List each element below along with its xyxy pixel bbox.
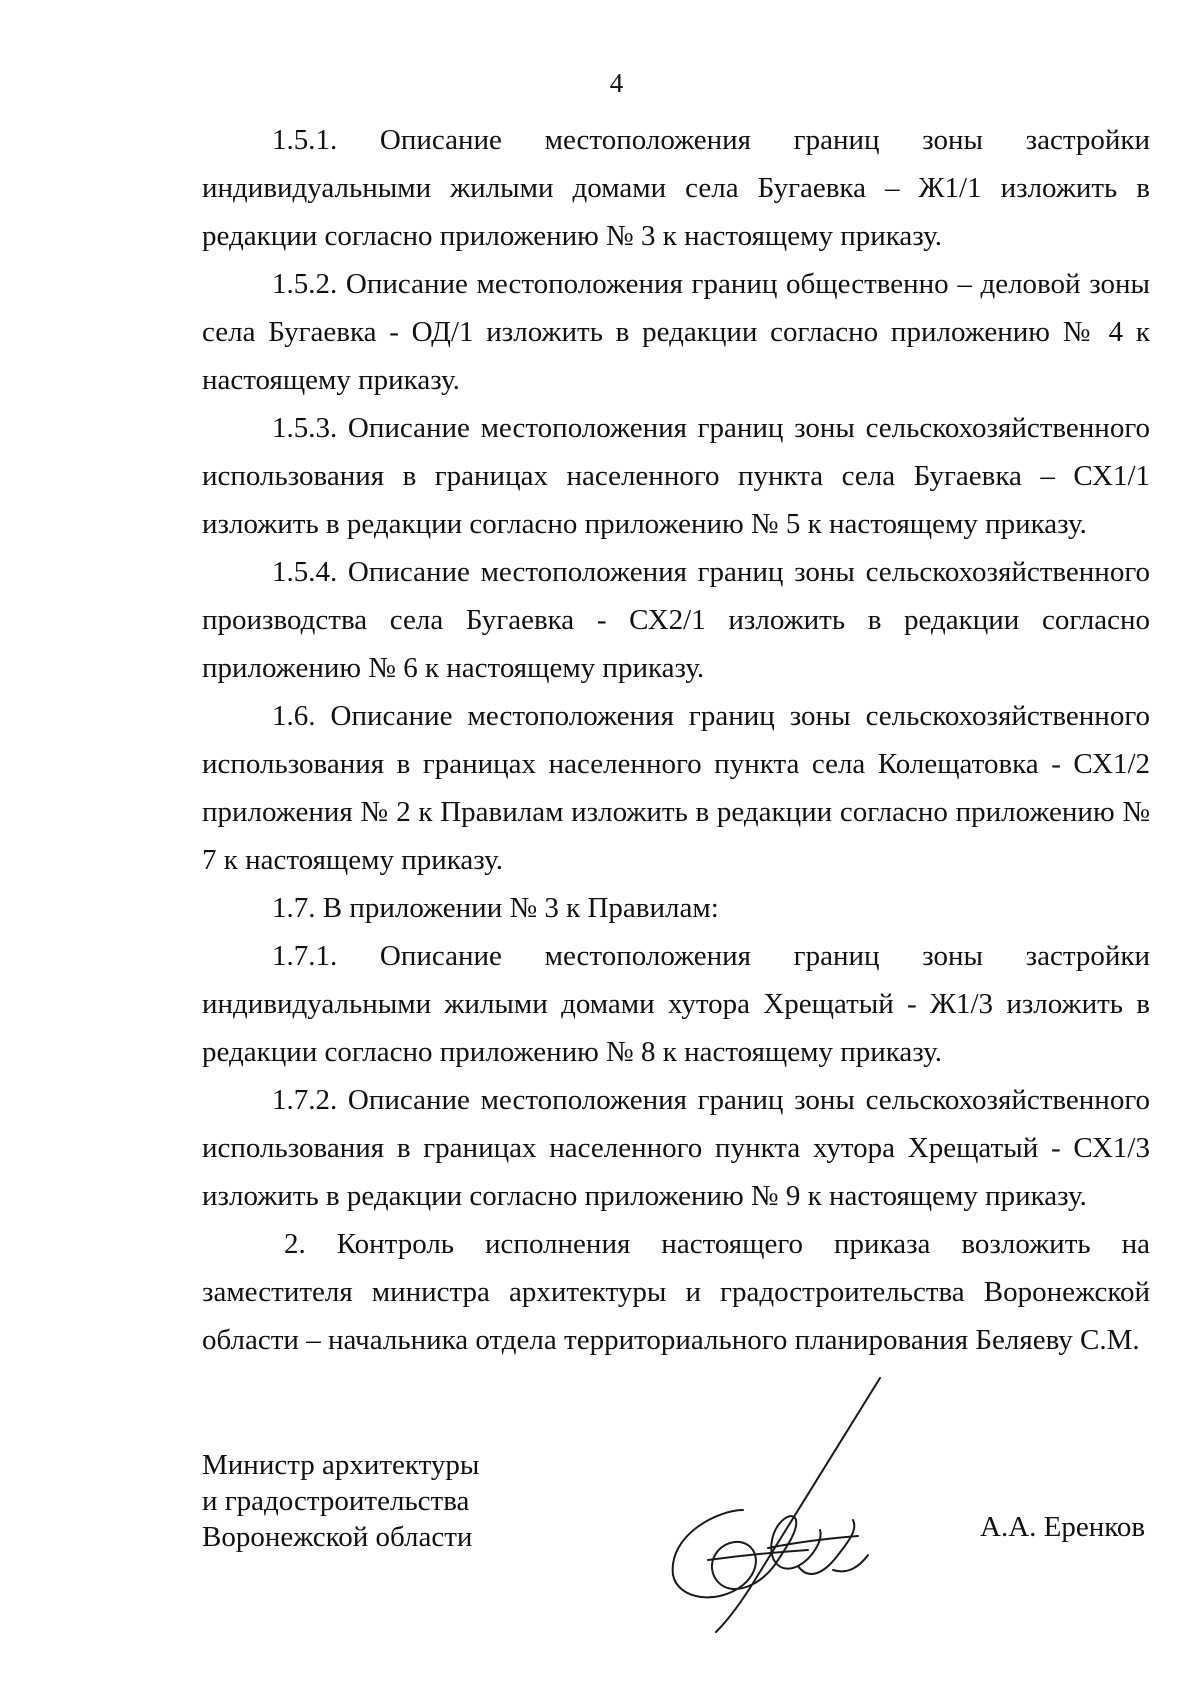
signatory-position-line: Воронежской области bbox=[202, 1521, 473, 1553]
paragraph-1-5-2: 1.5.2. Описание местоположения границ общественно – деловой зоны села Бугаевка - ОД/1 изложить в редакции согласно приложению № 4 к настоящему приказу. bbox=[202, 268, 1150, 396]
paragraph-1-5-3: 1.5.3. Описание местоположения границ зоны сельскохозяйственного использования в границах населенного пункта села Бугаевка – СХ1/1 изложить в редакции согласно приложению № 5 к настоящему приказу. bbox=[202, 412, 1150, 540]
page-number: 4 bbox=[609, 68, 624, 98]
document-body bbox=[202, 116, 1150, 1364]
signatory-position-line: Министр архитектуры bbox=[202, 1449, 480, 1481]
paragraph-1-5-4: 1.5.4. Описание местоположения границ зоны сельскохозяйственного производства села Бугаевка - СХ2/1 изложить в редакции согласно приложению № 6 к настоящему приказу. bbox=[202, 556, 1150, 684]
signatory-position bbox=[202, 1447, 479, 1555]
paragraph-1-5-1: 1.5.1. Описание местоположения границ зоны застройки индивидуальными жилыми домами села Бугаевка – Ж1/1 изложить в редакции согласно приложению № 3 к настоящему приказу. bbox=[202, 124, 1150, 252]
paragraph-1-7: 1.7. В приложении № 3 к Правилам: bbox=[272, 892, 719, 924]
paragraph-1-7-2: 1.7.2. Описание местоположения границ зоны сельскохозяйственного использования в границах населенного пункта хутора Хрещатый - СХ1/3 изложить в редакции согласно приложению № 9 к настоящему приказу. bbox=[202, 1084, 1150, 1212]
signatory-position-line: и градостроительства bbox=[202, 1485, 470, 1517]
signatory-name: А.А. Еренков bbox=[980, 1511, 1146, 1543]
handwritten-signature bbox=[648, 1370, 978, 1640]
paragraph-1-6: 1.6. Описание местоположения границ зоны сельскохозяйственного использования в границах населенного пункта села Колещатовка - СХ1/2 приложения № 2 к Правилам изложить в редакции согласно приложению № 7 к настоящему приказу. bbox=[202, 700, 1150, 876]
paragraph-1-7-1: 1.7.1. Описание местоположения границ зоны застройки индивидуальными жилыми домами хутора Хрещатый - Ж1/3 изложить в редакции согласно приложению № 8 к настоящему приказу. bbox=[202, 940, 1150, 1068]
paragraph-2: 2. Контроль исполнения настоящего приказа возложить на заместителя министра архитектуры и градостроительства Воронежской области – начальника отдела территориального планирования Беляеву С.М. bbox=[202, 1228, 1150, 1356]
